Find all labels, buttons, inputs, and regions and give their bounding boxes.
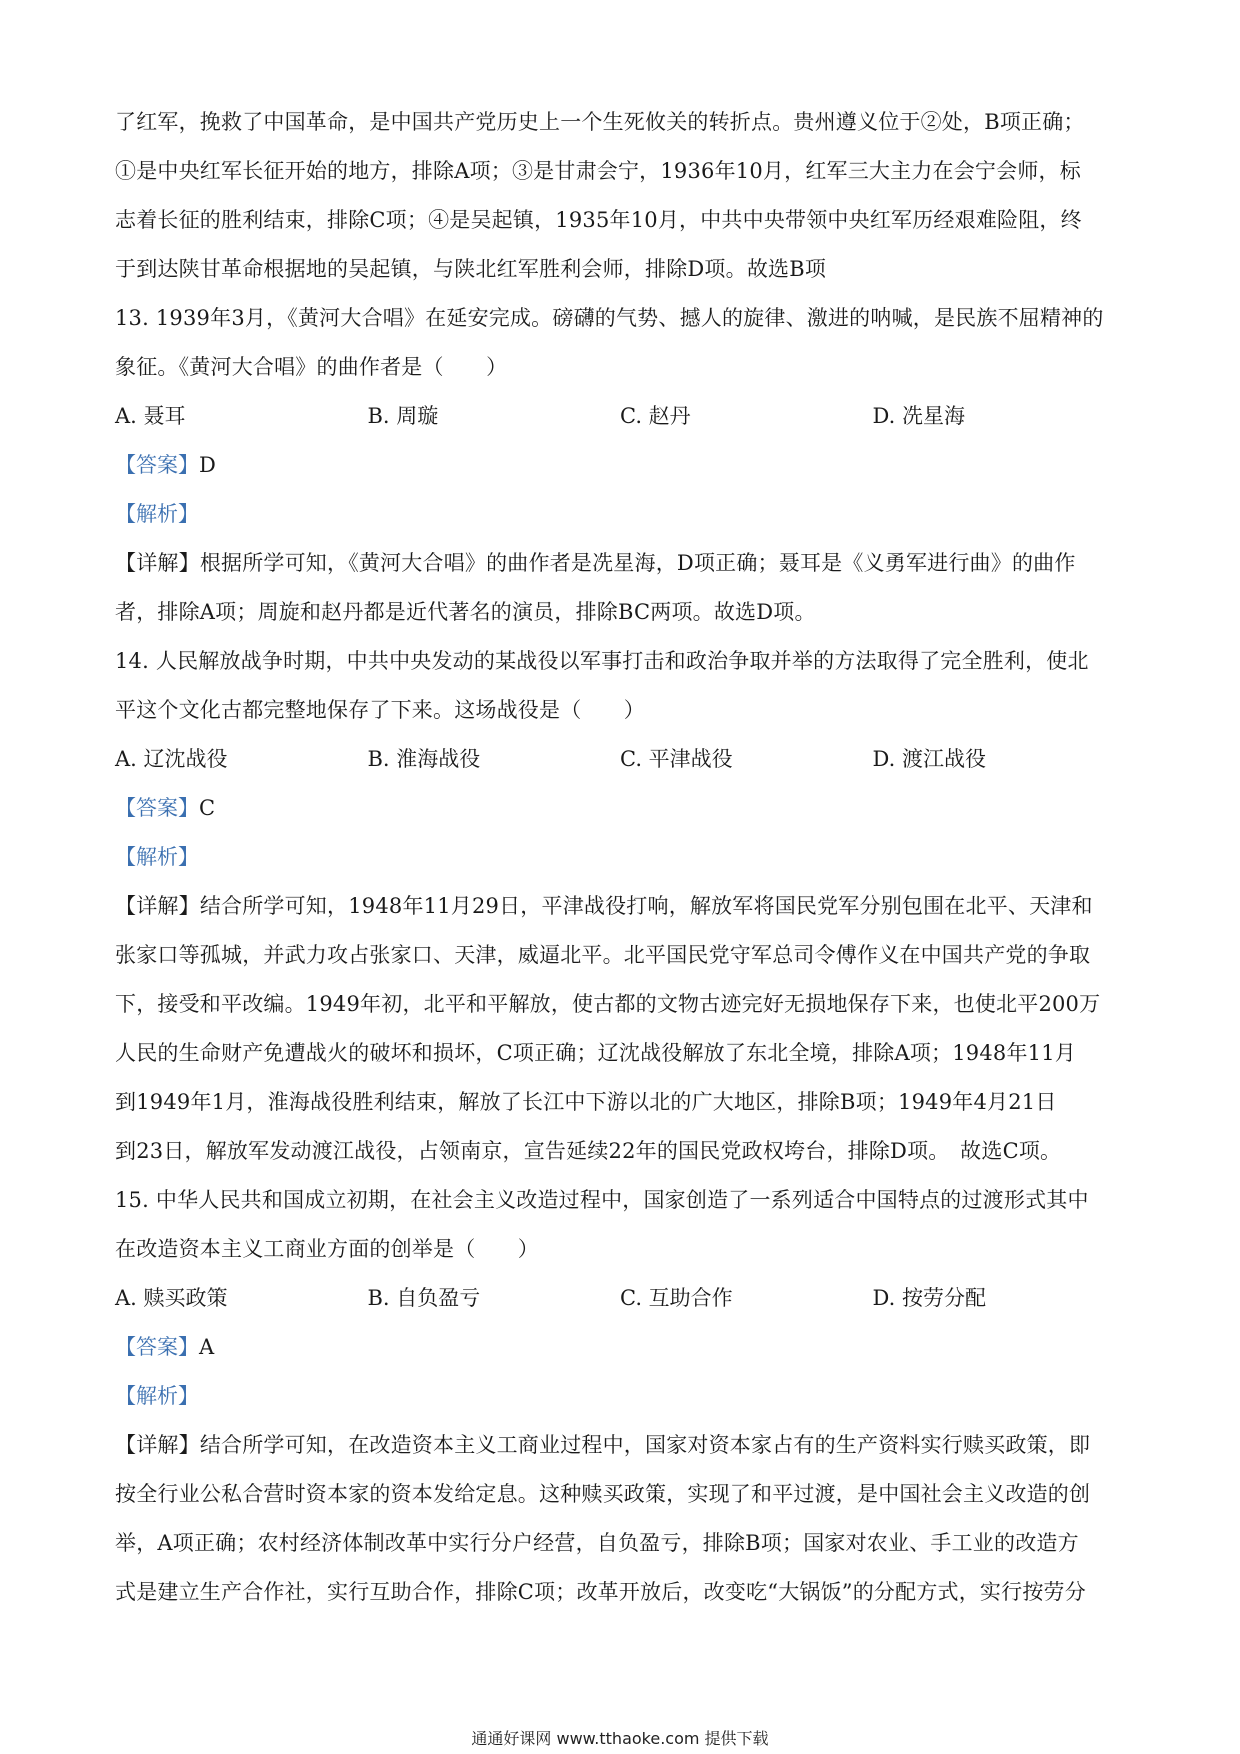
options-row — [115, 1274, 1125, 1323]
intro-paragraph — [115, 98, 1125, 294]
question-13 — [115, 294, 1125, 637]
analysis-label: 解析 — [136, 845, 178, 869]
answer-value: A — [199, 1335, 215, 1359]
question-stem-line: 14. 人民解放战争时期，中共中央发动的某战役以军事打击和政治争取并举的方法取得了完全胜利，使北 — [115, 649, 1089, 673]
detail-line: 到1949年1月，淮海战役胜利结束，解放了长江中下游以北的广大地区，排除B项；1949年4月21日 — [115, 1090, 1057, 1114]
intro-line: 志着长征的胜利结束，排除C项；④是吴起镇，1935年10月，中共中央带领中央红军历经艰难险阻，终 — [115, 208, 1082, 232]
detail-label: 详解 — [136, 1433, 179, 1457]
detail-line: 【详解】根据所学可知，《黄河大合唱》的曲作者是冼星海，D项正确；聂耳是《义勇军进行曲》的曲作 — [115, 551, 1076, 575]
question-stem-line: 平这个文化古都完整地保存了下来。这场战役是（ ） — [115, 698, 645, 722]
intro-line: 了红军，挽救了中国革命，是中国共产党历史上一个生死攸关的转折点。贵州遵义位于②处，B项正确； — [115, 110, 1085, 134]
analysis-label: 解析 — [136, 1384, 178, 1408]
option-d: D. 渡江战役 — [872, 747, 986, 771]
answer-line: 【答案】D — [115, 453, 216, 477]
intro-line: 于到达陕甘革命根据地的吴起镇，与陕北红军胜利会师，排除D项。故选B项 — [115, 257, 827, 281]
option-d: D. 按劳分配 — [872, 1286, 986, 1310]
option-b: B. 周璇 — [367, 404, 439, 428]
detail-line: 式是建立生产合作社，实行互助合作，排除C项；改革开放后，改变吃“大锅饭”的分配方式，实行按劳分 — [115, 1580, 1086, 1604]
question-15 — [115, 1176, 1125, 1617]
detail-line: 按全行业公私合营时资本家的资本发给定息。这种赎买政策，实现了和平过渡，是中国社会主义改造的创 — [115, 1482, 1091, 1506]
option-c: C. 平津战役 — [620, 747, 733, 771]
detail-label: 详解 — [136, 894, 179, 918]
detail-line: 张家口等孤城，并武力攻占张家口、天津，威逼北平。北平国民党守军总司令傅作义在中国共产党的争取 — [115, 943, 1091, 967]
option-a: A. 聂耳 — [115, 404, 186, 428]
question-stem-line: 象征。《黄河大合唱》的曲作者是（ ） — [115, 355, 508, 379]
detail-line: 举，A项正确；农村经济体制改革中实行分户经营，自负盈亏，排除B项；国家对农业、手工业的改造方 — [115, 1531, 1079, 1555]
option-b: B. 自负盈亏 — [367, 1286, 481, 1310]
detail-line: 人民的生命财产免遭战火的破坏和损坏，C项正确；辽沈战役解放了东北全境，排除A项；1948年11月 — [115, 1041, 1076, 1065]
detail-line: 到23日，解放军发动渡江战役，占领南京，宣告延续22年的国民党政权垮台，排除D项。 故选C项。 — [115, 1139, 1062, 1163]
question-stem-line: 在改造资本主义工商业方面的创举是（ ） — [115, 1237, 539, 1261]
question-14 — [115, 637, 1125, 1176]
detail-line: 下，接受和平改编。1949年初，北平和平解放，使古都的文物古迹完好无损地保存下来，也使北平200万 — [115, 992, 1101, 1016]
answer-value: D — [199, 453, 216, 477]
answer-label: 答案 — [136, 453, 178, 477]
question-stem-line: 13. 1939年3月，《黄河大合唱》在延安完成。磅礴的气势、撼人的旋律、激进的呐喊，是民族不屈精神的 — [115, 306, 1104, 330]
analysis-line: 【解析】 — [115, 845, 199, 869]
detail-line: 【详解】结合所学可知，1948年11月29日，平津战役打响，解放军将国民党军分别包围在北平、天津和 — [115, 894, 1093, 918]
intro-line: ①是中央红军长征开始的地方，排除A项；③是甘肃会宁，1936年10月，红军三大主力在会宁会师，标 — [115, 159, 1081, 183]
answer-line: 【答案】A — [115, 1335, 215, 1359]
answer-line: 【答案】C — [115, 796, 216, 820]
options-row — [115, 735, 1125, 784]
analysis-line: 【解析】 — [115, 1384, 199, 1408]
option-a: A. 辽沈战役 — [115, 747, 228, 771]
option-d: D. 冼星海 — [872, 404, 965, 428]
detail-line: 【详解】结合所学可知，在改造资本主义工商业过程中，国家对资本家占有的生产资料实行赎买政策，即 — [115, 1433, 1091, 1457]
option-c: C. 赵丹 — [620, 404, 691, 428]
option-c: C. 互助合作 — [620, 1286, 733, 1310]
analysis-label: 解析 — [136, 502, 178, 526]
page-footer: 通通好课网 www.tthaoke.com 提供下载 — [471, 1729, 769, 1748]
document-page — [115, 98, 1125, 1617]
detail-line: 者，排除A项；周旋和赵丹都是近代著名的演员，排除BC两项。故选D项。 — [115, 600, 816, 624]
question-stem-line: 15. 中华人民共和国成立初期，在社会主义改造过程中，国家创造了一系列适合中国特点的过渡形式其中 — [115, 1188, 1089, 1212]
answer-label: 答案 — [136, 796, 178, 820]
options-row — [115, 392, 1125, 441]
option-b: B. 淮海战役 — [367, 747, 481, 771]
answer-value: C — [199, 796, 216, 820]
answer-label: 答案 — [136, 1335, 178, 1359]
detail-label: 详解 — [136, 551, 179, 575]
analysis-line: 【解析】 — [115, 502, 199, 526]
option-a: A. 赎买政策 — [115, 1286, 228, 1310]
